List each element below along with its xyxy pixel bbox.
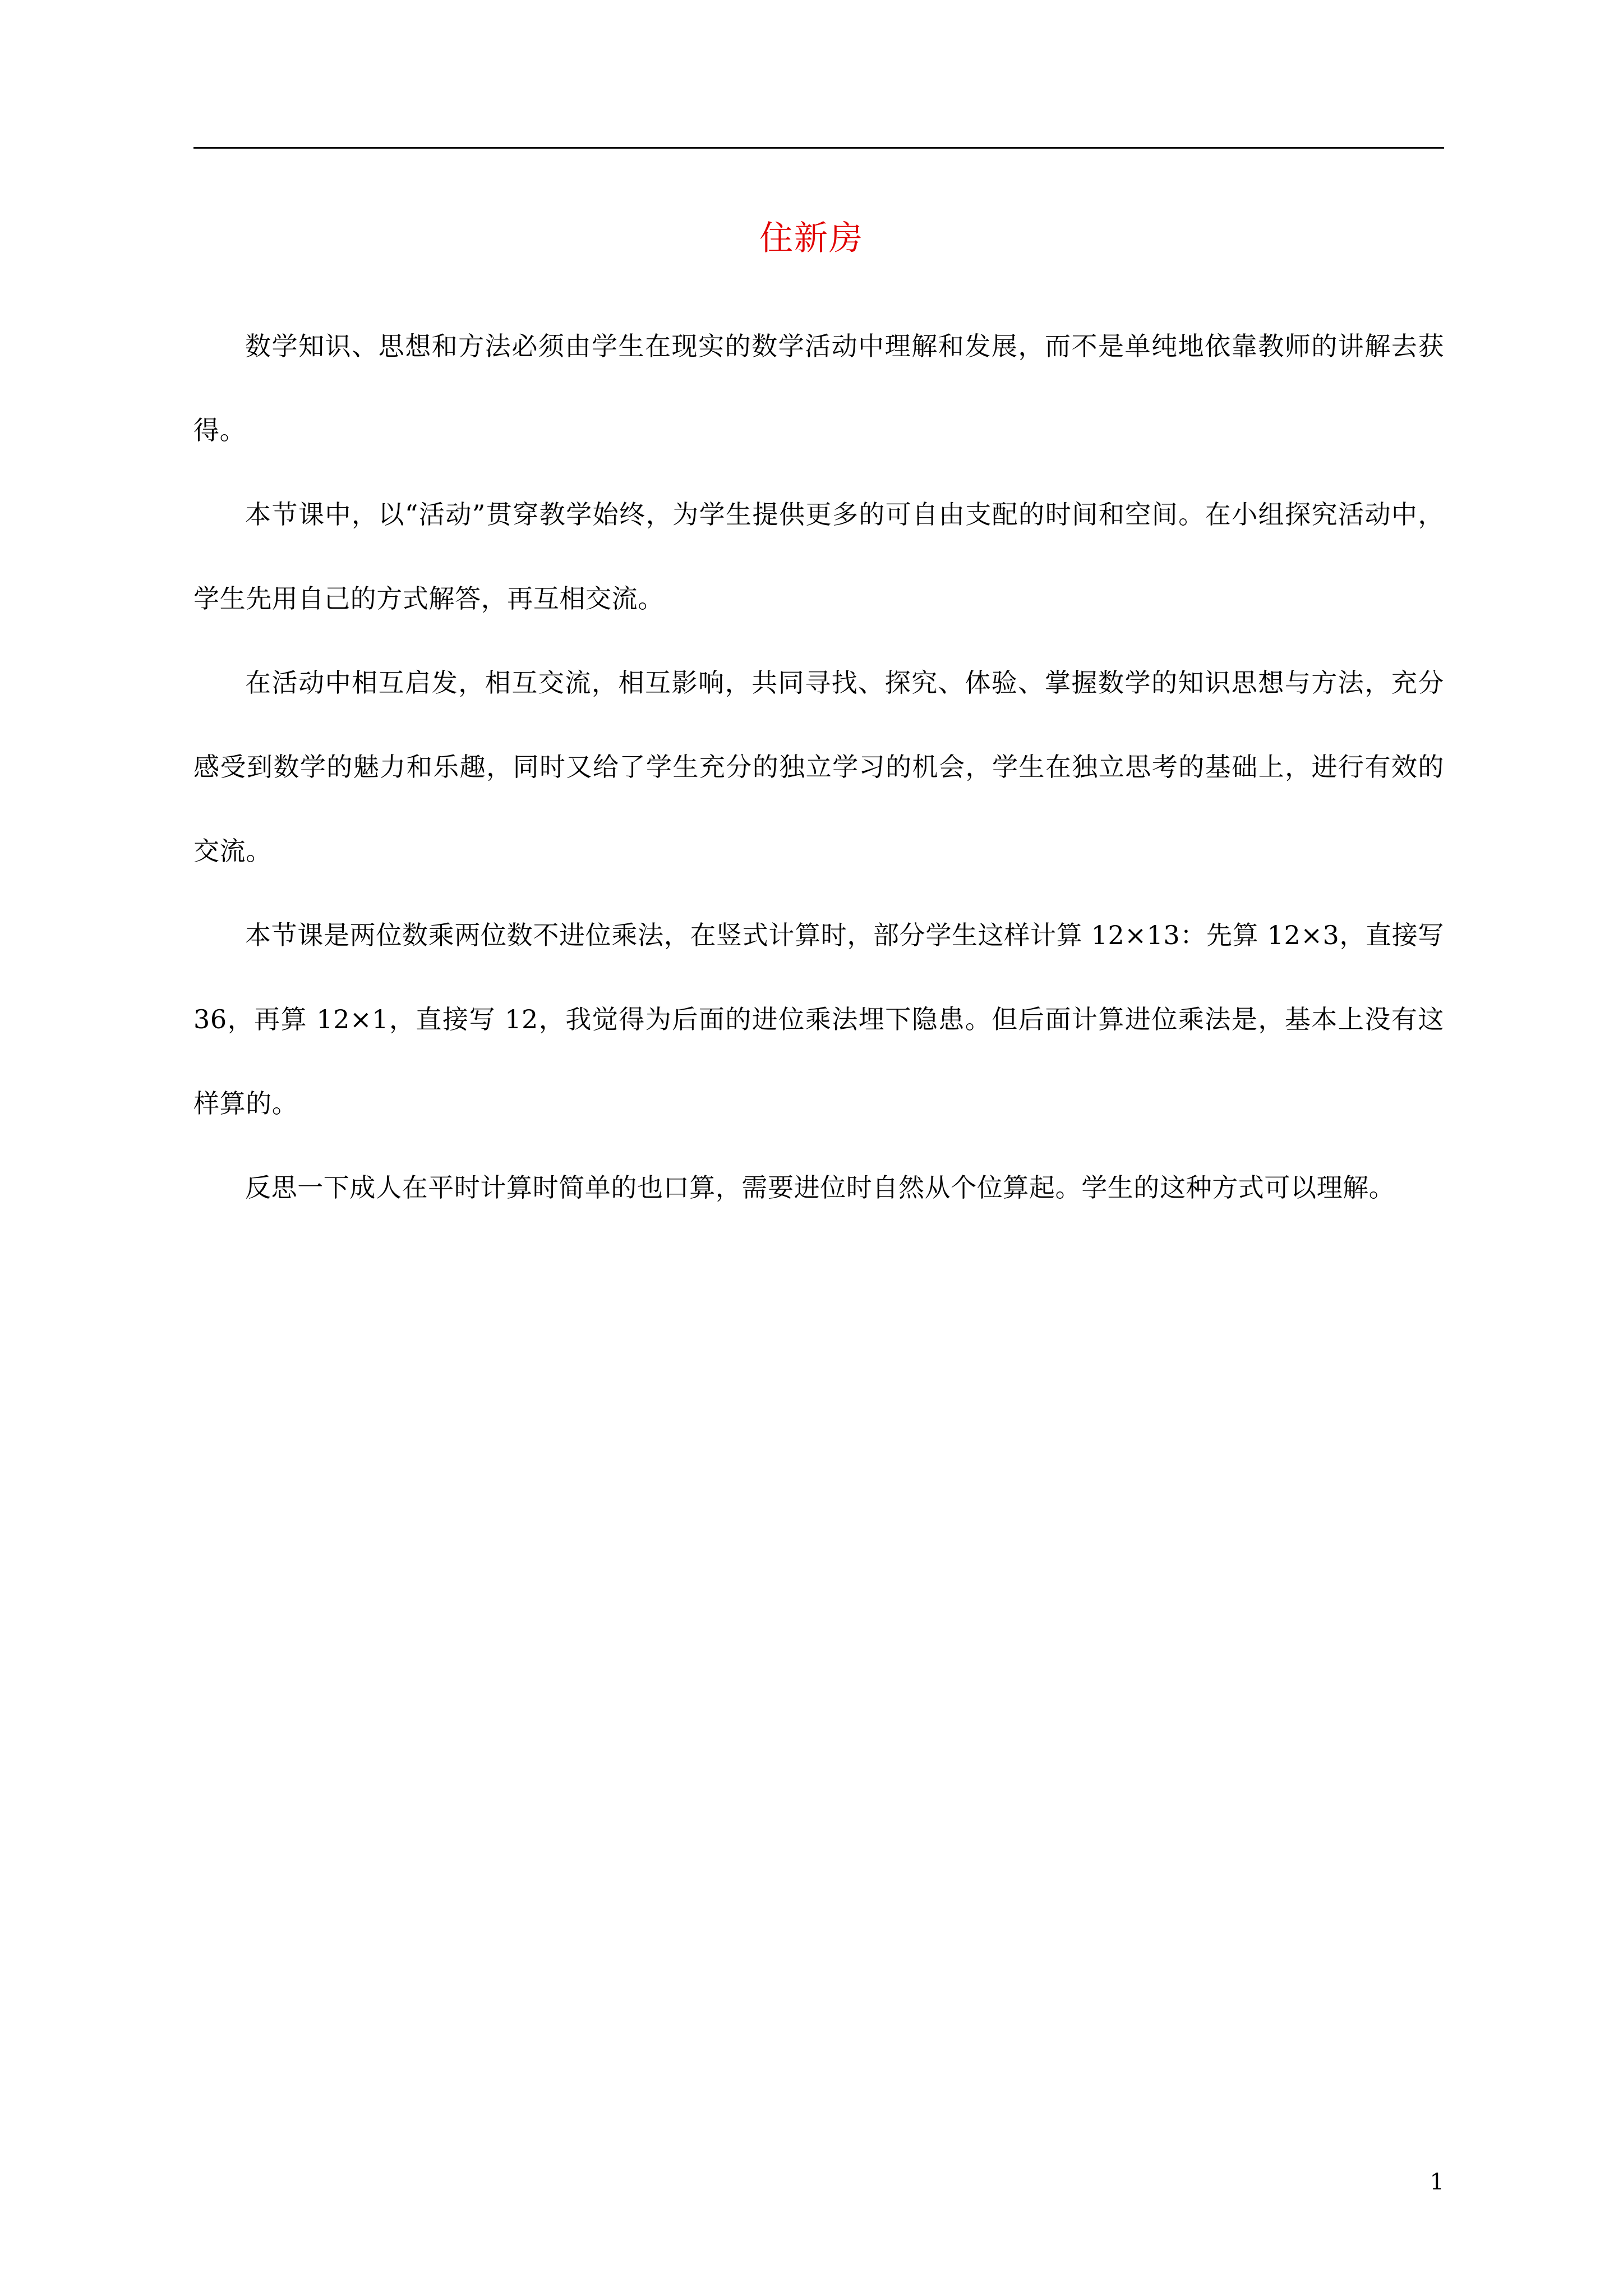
page-number: 1 — [1430, 2169, 1444, 2195]
paragraph-2: 本节课中，以“活动”贯穿教学始终，为学生提供更多的可自由支配的时间和空间。在小组探究活动中，学生先用自己的方式解答，再互相交流。 — [193, 499, 1444, 614]
paragraph-5: 反思一下成人在平时计算时简单的也口算，需要进位时自然从个位算起。学生的这种方式可以理解。 — [245, 1172, 1395, 1203]
document-title: 住新房 — [759, 219, 864, 258]
paragraph-3: 在活动中相互启发，相互交流，相互影响，共同寻找、探究、体验、掌握数学的知识思想与方法，充分感受到数学的魅力和乐趣，同时又给了学生充分的独立学习的机会，学生在独立思考的基础上，进行有效的交流。 — [193, 668, 1444, 866]
paragraph-4: 本节课是两位数乘两位数不进位乘法，在竖式计算时，部分学生这样计算 12×13：先算 12×3，直接写 36，再算 12×1，直接写 12，我觉得为后面的进位乘法埋下隐患。但后面计算进位乘法是，基本上没有这样算的。 — [193, 920, 1444, 1119]
document-body — [193, 304, 1444, 1230]
header-rule — [193, 147, 1444, 149]
paragraph-1: 数学知识、思想和方法必须由学生在现实的数学活动中理解和发展，而不是单纯地依靠教师的讲解去获得。 — [193, 331, 1444, 445]
